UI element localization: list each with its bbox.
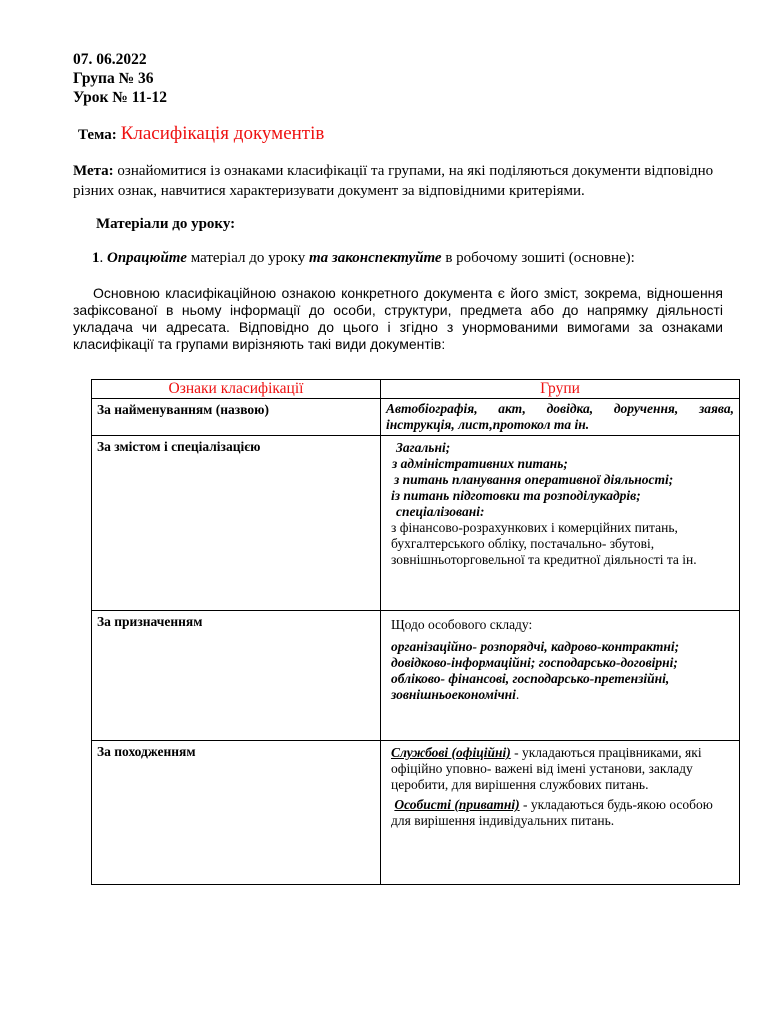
official-block [386,745,734,793]
purpose-items-block [386,639,734,703]
row-feature-purpose: За призначенням [92,611,381,741]
topic-line [78,123,324,145]
goal-text: ознайомитися із ознаками класифікації та групами, на які поділяються документи відповідно різних ознак, навчитися характеризувати документ за відповідними критеріями. [73,163,714,199]
lesson-date: 07. 06.2022 [73,51,147,68]
row-groups-name: Автобіографія, акт, довідка, доручення, заява, інструкція, лист,протокол та ін. [381,399,740,436]
private-label: Особисті (приватні) [394,797,520,812]
general-item: з питань планування оперативної діяльності; [394,472,674,487]
group-number: Група № 36 [73,70,154,87]
task-tail: в робочому зошиті (основне): [441,250,635,266]
official-text: - укладаються працівниками, які офіційно уповно- важені від імені установи, закладу церобити, для вирішення службових питань. [391,745,702,792]
private-block [386,797,734,829]
table-row [92,436,740,611]
official-label: Службові (офіційні) [391,745,511,760]
classification-table [91,379,740,885]
purpose-intro: Щодо особового складу: [391,617,533,632]
general-label: Загальні; [396,440,451,455]
row-feature-origin: За походженням [92,741,381,885]
row-feature-content: За змістом і спеціалізацією [92,436,381,611]
column-header-features: Ознаки класифікації [92,380,381,399]
purpose-end: . [515,687,520,702]
row-groups-origin [381,741,740,885]
row-groups-content [381,436,740,611]
table-row [92,399,740,436]
special-text: з фінансово-розрахункових і комерційних питань, бухгалтерського обліку, постачально- збутові, зовнішньоторговельної та кредитної діяльності та ін. [391,520,697,567]
goal-paragraph [73,161,733,201]
table-row [92,611,740,741]
goal-label: Мета: [73,163,114,179]
row-feature-name: За найменуванням (назвою) [92,399,381,436]
task-verb-1: Опрацюйте [107,250,187,266]
private-text: - укладаються будь-якою особою для вирішення індивідуальних питань. [391,797,713,828]
purpose-items: організаційно- розпорядчі, кадрово-контрактні; довідково-інформаційні; господарсько-договірні; обліково- фінансові, господарсько-претензійні, зовнішньоекономічні [391,639,680,702]
task-verb-2: та законспектуйте [308,250,442,266]
task-number: 1 [92,250,100,266]
general-item: з адміністративних питань; [392,456,568,471]
special-label: спеціалізовані: [396,504,485,519]
task-mid: матеріал до уроку [186,250,309,266]
intro-paragraph: Основною класифікаційною ознакою конкретного документа є його зміст, зокрема, відношення зафіксованої в ньому інформації до особи, структури, предмета або до напрямку діяльності укладача чи адресата. Відповідно до цього і згідно з унормованими вимогами за ознаками класифікації та групами вирізняють такі види документів: [73,285,723,352]
row-groups-purpose [381,611,740,741]
topic-label: Тема: [78,127,117,143]
lesson-number: Урок № 11-12 [73,89,168,106]
column-header-groups: Групи [381,380,740,399]
table-header-row [92,380,740,399]
table-row [92,741,740,885]
topic-title: Класифікація документів [120,123,325,144]
materials-heading: Матеріали до уроку: [96,216,236,232]
general-item: із питань підготовки та розподілукадрів; [391,488,641,503]
task-line: 1. Опрацюйте матеріал до уроку та законспектуйте в робочому зошиті (основне): [92,250,635,266]
